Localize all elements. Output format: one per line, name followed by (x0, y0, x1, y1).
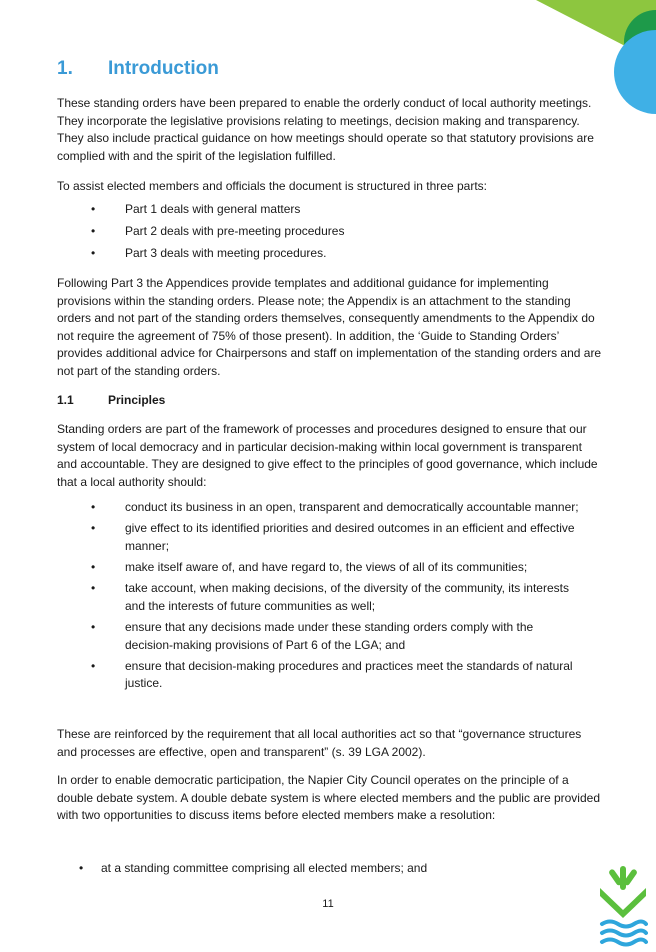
list-item: • give effect to its identified priorities and desired outcomes in an efficient and effective manner; (57, 520, 602, 555)
section-heading (57, 58, 219, 80)
list-item: • make itself aware of, and have regard to, the views of all of its communities; (57, 559, 602, 577)
page-number: 11 (322, 898, 334, 910)
list-item: • Part 2 deals with pre-meeting procedures (57, 223, 602, 241)
principles-title: Principles (108, 393, 166, 407)
structure-paragraph: To assist elected members and officials the document is structured in three parts: (57, 179, 487, 193)
logo-leaves (600, 866, 646, 918)
principles-paragraph: Standing orders are part of the framework of processes and procedures designed to ensure that our system of local democracy and in particular decision-making within local government is transparent and accountable. They are designed to give effect to the principles of good governance, which include that a local authority should: (57, 422, 598, 489)
list-item: • conduct its business in an open, transparent and democratically accountable manner; (57, 499, 602, 517)
intro-paragraph: These standing orders have been prepared to enable the orderly conduct of local authority meetings. They incorporate the legislative provisions relating to meetings, decision making and transparency. They also include practical guidance on how meetings should operate so that statutory provisions are complied with and the spirit of the legislation fulfilled. (57, 96, 594, 163)
appendices-paragraph: Following Part 3 the Appendices provide templates and additional guidance for implementing provisions within the standing orders. Please note; the Appendix is an attachment to the standing orders and not part of the standing orders themselves, consequently amendments to the Appendix do not require the agreement of 75% of those present). In addition, the ‘Guide to Standing Orders’ provides additional advice for Chairpersons and staff on implementation of the standing orders and are not part of the standing orders. (57, 276, 602, 378)
principles-heading (57, 392, 165, 409)
reinforced-paragraph: These are reinforced by the requirement that all local authorities act so that “governance structures and processes are effective, open and transparent” (s. 39 LGA 2002). (57, 727, 582, 759)
list-item: • ensure that decision-making procedures and practices meet the standards of natural justice. (57, 658, 602, 693)
list-item: • ensure that any decisions made under these standing orders comply with the decision-making provisions of Part 6 of the LGA; and (57, 619, 602, 654)
list-item: • Part 1 deals with general matters (57, 201, 602, 219)
logo-waves (602, 922, 646, 945)
last-item-text: at a standing committee comprising all elected members; and (101, 861, 428, 875)
principles-number: 1.1 (57, 393, 74, 407)
double-debate-paragraph: In order to enable democratic participation, the Napier City Council operates on the principle of a double debate system. A double debate system is where elected members and the public are provided with two opportunities to discuss items before elected members make a resolution: (57, 773, 600, 823)
principles-list (57, 499, 602, 697)
council-logo (598, 866, 648, 948)
list-item: • take account, when making decisions, of the diversity of the community, its interests and the interests of future communities as well; (57, 580, 602, 615)
list-item: • Part 3 deals with meeting procedures. (57, 245, 602, 263)
bullet: • (79, 861, 84, 875)
section-number: 1. (57, 58, 73, 79)
parts-list (57, 201, 602, 267)
section-title: Introduction (108, 58, 219, 79)
